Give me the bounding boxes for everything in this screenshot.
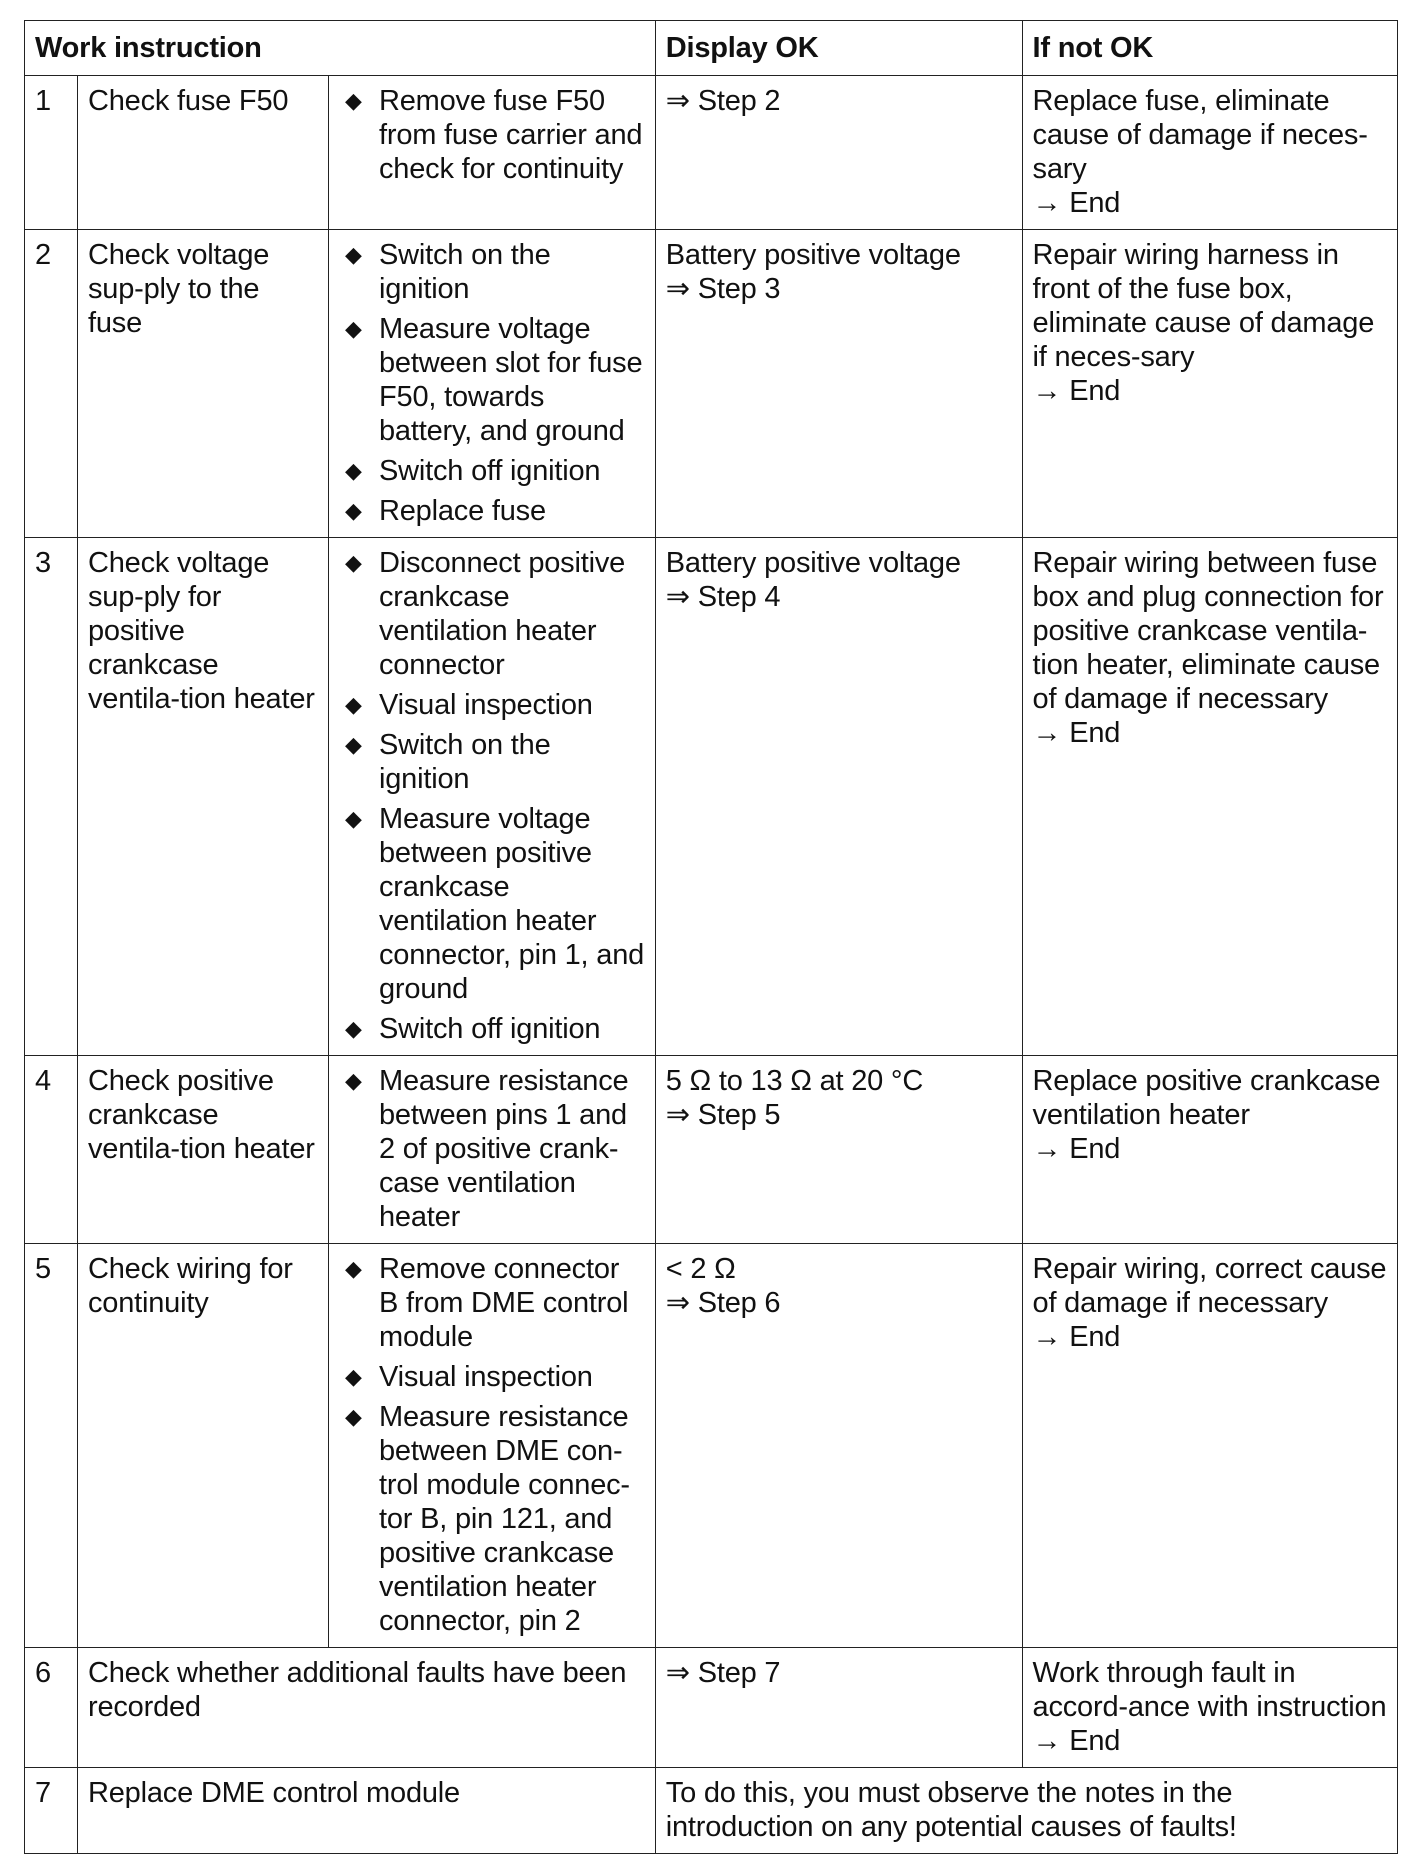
action-item [339,312,645,448]
if-not-ok-line: Repair wiring between fuse box and plug connection for positive crankcase ventila-tion heater, eliminate cause of damage if necessary [1032,547,1384,715]
display-ok-cell [655,1648,1022,1768]
bullet-icon: ◆ [345,316,362,341]
work-instruction-table [24,20,1398,1854]
if-not-ok-cell [1022,1056,1397,1244]
step-number: 7 [25,1768,78,1854]
work-instruction-document [24,20,1398,1854]
if-not-ok-line: Replace fuse, eliminate cause of damage if neces-sary [1032,85,1368,185]
display-ok-line: ⇒ Step 2 [665,85,781,117]
action-text: Switch off ignition [379,455,601,487]
action-text: Visual inspection [379,1361,593,1393]
display-ok-cell [655,76,1022,230]
if-not-ok-line: Repair wiring harness in front of the fuse box, eliminate cause of damage if neces-sary [1032,239,1375,373]
action-text: Remove fuse F50 from fuse carrier and check for continuity [379,85,643,185]
display-ok-line: ⇒ Step 4 [665,581,781,613]
check-description: Check wiring for continuity [78,1244,329,1648]
actions-cell [329,1244,656,1648]
action-item [339,1360,645,1394]
display-ok-line: 5 Ω to 13 Ω at 20 °C [665,1065,924,1097]
if-not-ok-line: → End [1032,1133,1121,1165]
bullet-icon: ◆ [345,1068,362,1093]
if-not-ok-cell [1022,230,1397,538]
table-row-2 [25,230,1398,538]
step-number: 4 [25,1056,78,1244]
action-item [339,84,645,186]
bullet-icon: ◆ [345,806,362,831]
table-row-1 [25,76,1398,230]
if-not-ok-line: Replace positive crankcase ventilation heater [1032,1065,1381,1131]
if-not-ok-cell [1022,538,1397,1056]
display-ok-line: ⇒ Step 7 [665,1657,781,1689]
if-not-ok-line: → End [1032,187,1121,219]
display-ok-cell [655,538,1022,1056]
action-item [339,1400,645,1638]
display-ok-line: ⇒ Step 5 [665,1099,781,1131]
action-list [339,238,645,528]
check-description: Replace DME control module [78,1768,656,1854]
actions-cell [329,1056,656,1244]
display-ok-line: ⇒ Step 3 [665,273,781,305]
action-item [339,454,645,488]
if-not-ok-line: Repair wiring, correct cause of damage if necessary [1032,1253,1387,1319]
step-number: 6 [25,1648,78,1768]
action-text: Measure voltage between slot for fuse F50, towards battery, and ground [379,313,643,447]
action-text: Measure resistance between pins 1 and 2 of positive crank-case ventilation heater [379,1065,629,1233]
table-row-4 [25,1056,1398,1244]
table-header-row [25,21,1398,76]
action-text: Measure resistance between DME con-trol module connec-tor B, pin 121, and positive crankcase ventilation heater connector, pin 2 [379,1401,630,1637]
table-body-tail [25,1648,1398,1854]
action-item [339,802,645,1006]
step-number: 3 [25,538,78,1056]
action-item [339,688,645,722]
if-not-ok-line: → End [1032,1321,1121,1353]
display-ok-line: < 2 Ω [665,1253,736,1285]
header-display-ok: Display OK [655,21,1022,76]
actions-cell [329,538,656,1056]
action-item [339,1012,645,1046]
bullet-icon: ◆ [345,1404,362,1429]
bullet-icon: ◆ [345,498,362,523]
display-ok-line: ⇒ Step 6 [665,1287,781,1319]
header-if-not-ok: If not OK [1022,21,1397,76]
action-list [339,1064,645,1234]
action-text: Disconnect positive crankcase ventilation heater connector [379,547,626,681]
bullet-icon: ◆ [345,550,362,575]
bullet-icon: ◆ [345,1256,362,1281]
action-item [339,238,645,306]
action-list [339,84,645,186]
action-text: Replace fuse [379,495,546,527]
display-ok-cell [655,230,1022,538]
if-not-ok-cell [1022,1648,1397,1768]
action-text: Switch off ignition [379,1013,601,1045]
if-not-ok-line: → End [1032,375,1121,407]
check-description: Check fuse F50 [78,76,329,230]
action-list [339,546,645,1046]
action-item [339,494,645,528]
bullet-icon: ◆ [345,1364,362,1389]
action-list [339,1252,645,1638]
action-text: Visual inspection [379,689,593,721]
check-description: Check whether additional faults have been recorded [78,1648,656,1768]
action-text: Switch on the ignition [379,239,551,305]
if-not-ok-line: → End [1032,1725,1121,1757]
action-text: Switch on the ignition [379,729,551,795]
bullet-icon: ◆ [345,458,362,483]
step-number: 5 [25,1244,78,1648]
if-not-ok-line: → End [1032,717,1121,749]
table-body [25,76,1398,1648]
table-row-7 [25,1768,1398,1854]
check-description: Check voltage sup-ply to the fuse [78,230,329,538]
action-text: Remove connector B from DME control module [379,1253,629,1353]
display-ok-cell [655,1244,1022,1648]
display-ok-line: Battery positive voltage [665,239,961,271]
display-ok-cell [655,1056,1022,1244]
bullet-icon: ◆ [345,88,362,113]
action-item [339,546,645,682]
step-number: 2 [25,230,78,538]
actions-cell [329,230,656,538]
action-text: Measure voltage between positive crankcase ventilation heater connector, pin 1, and ground [379,803,645,1005]
actions-cell [329,76,656,230]
bullet-icon: ◆ [345,242,362,267]
header-work-instruction: Work instruction [25,21,656,76]
check-description: Check voltage sup-ply for positive crankcase ventila-tion heater [78,538,329,1056]
if-not-ok-cell [1022,1244,1397,1648]
bullet-icon: ◆ [345,1016,362,1041]
action-item [339,728,645,796]
table-row-3 [25,538,1398,1056]
table-row-5 [25,1244,1398,1648]
display-ok-line: Battery positive voltage [665,547,961,579]
if-not-ok-line: Work through fault in accord-ance with instruction [1032,1657,1387,1723]
check-description: Check positive crankcase ventila-tion heater [78,1056,329,1244]
bullet-icon: ◆ [345,732,362,757]
action-item [339,1064,645,1234]
if-not-ok-cell [1022,76,1397,230]
step-number: 1 [25,76,78,230]
table-row-6 [25,1648,1398,1768]
bullet-icon: ◆ [345,692,362,717]
action-item [339,1252,645,1354]
introduction-note: To do this, you must observe the notes in the introduction on any potential causes of faults! [655,1768,1397,1854]
